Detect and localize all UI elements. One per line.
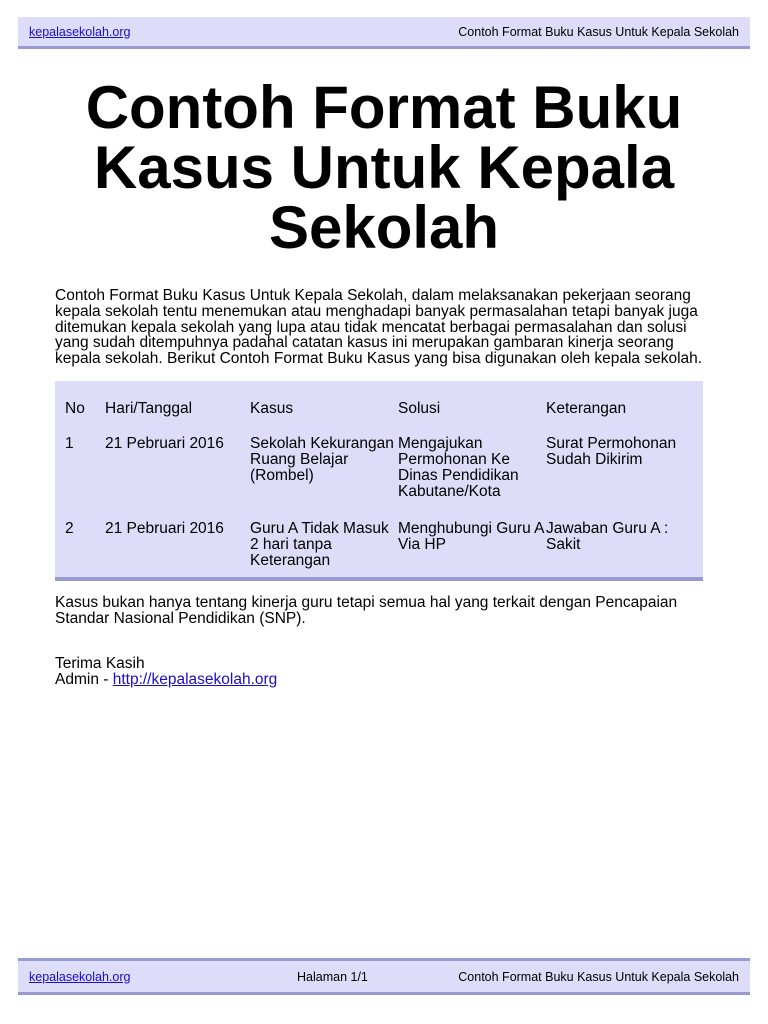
cell-case: Sekolah Kekurangan Ruang Belajar (Rombel) <box>250 435 394 484</box>
signoff <box>55 656 715 688</box>
intro-paragraph: Contoh Format Buku Kasus Untuk Kepala Sekolah, dalam melaksanakan pekerjaan seorang kepala sekolah tentu menemukan atau menghadapi banyak permasalahan tetapi banyak juga ditemukan kepala sekolah yang lupa atau tidak mencatat berbagai permasalahan dan solusi yang sudah ditempuhnya padahal catatan kasus ini merupakan gambaran kinerja seorang kepala sekolah. Berikut Contoh Format Buku Kasus yang bisa digunakan oleh kepala sekolah. <box>55 287 703 368</box>
page-footer <box>18 958 750 995</box>
cell-solution: Mengajukan Permohonan Ke Dinas Pendidikan Kabutane/Kota <box>398 435 519 500</box>
header-notes: Keterangan <box>546 400 627 417</box>
cell-notes: Jawaban Guru A : Sakit <box>546 520 669 553</box>
header-no: No <box>65 400 85 417</box>
cell-solution: Menghubungi Guru A Via HP <box>398 520 544 553</box>
footer-page-number: Halaman 1/1 <box>297 970 368 984</box>
document-title: Contoh Format Buku Kasus Untuk Kepala Sekolah <box>85 74 683 261</box>
cell-case: Guru A Tidak Masuk 2 hari tanpa Keterangan <box>250 520 389 569</box>
header-case: Kasus <box>250 400 294 417</box>
admin-link[interactable]: http://kepalasekolah.org <box>112 670 278 688</box>
closing-paragraph: Kasus bukan hanya tentang kinerja guru tetapi semua hal yang terkait dengan Pencapaian Standar Nasional Pendidikan (SNP). <box>55 594 678 627</box>
case-table-container <box>55 381 703 581</box>
table-row <box>55 436 703 521</box>
header-site-link[interactable]: kepalasekolah.org <box>29 24 131 39</box>
header-solution: Solusi <box>398 400 441 417</box>
table-header-row <box>55 401 703 436</box>
header-date: Hari/Tanggal <box>105 400 193 417</box>
header-doc-title: Contoh Format Buku Kasus Untuk Kepala Sekolah <box>458 24 739 39</box>
cell-no: 2 <box>65 520 74 537</box>
cell-notes: Surat Permohonan Sudah Dikirim <box>546 435 677 468</box>
thanks-text: Terima Kasih <box>55 655 145 672</box>
footer-site-link[interactable]: kepalasekolah.org <box>29 970 131 984</box>
footer-doc-title: Contoh Format Buku Kasus Untuk Kepala Sekolah <box>458 970 739 984</box>
cell-date: 21 Pebruari 2016 <box>105 520 224 537</box>
case-table <box>55 401 703 569</box>
table-row <box>55 521 703 569</box>
page-header <box>18 17 750 49</box>
admin-prefix: Admin - <box>55 670 113 688</box>
cell-no: 1 <box>65 435 74 452</box>
cell-date: 21 Pebruari 2016 <box>105 435 224 452</box>
